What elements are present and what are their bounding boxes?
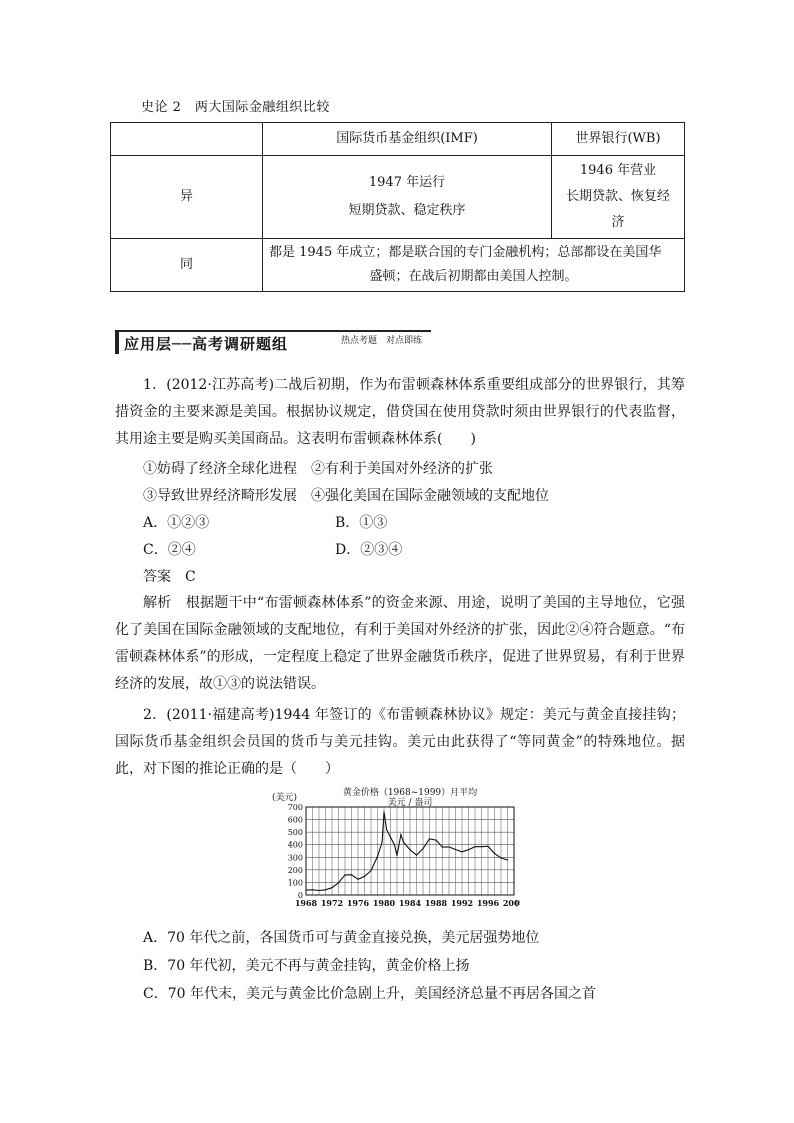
question-1-stem: 1．(2012·江苏高考)二战后初期，作为布雷顿森林体系重要组成部分的世界银行，其筹措资金的主要来源是美国。根据协议规定，借贷国在使用贷款时须由世界银行的代表监督，其用途主要是购买美国商品。这表明布雷顿森林体系( ) bbox=[115, 377, 685, 447]
y-tick-label: 500 bbox=[287, 828, 303, 838]
data-point bbox=[442, 847, 443, 848]
data-point bbox=[429, 838, 430, 839]
option-a: A．①②③ bbox=[143, 515, 210, 531]
analysis: 解析 根据题干中“布雷顿森林体系”的资金来源、用途，说明了美国的主导地位，它强化了美国在国际金融领域的支配地位，有利于美国对外经济的扩张，因此②④符合题意。“布雷顿森林体系”的形成，一定程度上稳定了世界金融货币秩序，促进了世界贸易，有利于世界经济的发展，故①③的说法错误。 bbox=[115, 595, 685, 692]
option-c: C．70 年代末，美元与黄金比价急剧上升，美国经济总量不再居各国之首 bbox=[143, 986, 596, 1002]
question-1-item: ③导致世界经济畸形发展 ④强化美国在国际金融领域的支配地位 bbox=[143, 488, 549, 504]
cell-line: 济 bbox=[611, 215, 625, 230]
x-axis-label: ( bbox=[515, 899, 519, 908]
gold-price-line bbox=[306, 812, 508, 891]
table-row bbox=[111, 156, 685, 239]
section-banner bbox=[115, 330, 431, 354]
data-point bbox=[325, 889, 326, 890]
table-header-cell: 世界银行(WB) bbox=[552, 123, 685, 156]
data-point bbox=[386, 829, 387, 830]
x-tick-label: 200 bbox=[502, 898, 520, 908]
x-tick-label: 1984 bbox=[398, 898, 422, 908]
data-point bbox=[394, 844, 395, 845]
option-c: C．②④ bbox=[143, 542, 196, 558]
x-tick-label: 1980 bbox=[372, 898, 396, 908]
data-point bbox=[481, 846, 482, 847]
data-point bbox=[338, 882, 339, 883]
data-point bbox=[416, 855, 417, 856]
data-point bbox=[312, 889, 313, 890]
x-tick-label: 1988 bbox=[424, 898, 448, 908]
x-tick-label: 1972 bbox=[320, 898, 344, 908]
cell-line: 都是 1945 年成立；都是联合国的专门金融机构；总部都设在美国华 bbox=[269, 245, 662, 260]
data-point bbox=[507, 859, 508, 860]
gold-price-chart bbox=[270, 787, 520, 917]
data-point bbox=[390, 837, 391, 838]
table-header-row bbox=[111, 123, 685, 156]
common-cell bbox=[263, 239, 685, 292]
data-point bbox=[468, 849, 469, 850]
answer: 答案 C bbox=[143, 569, 196, 585]
cell-line: 长期贷款、恢复经 bbox=[565, 189, 670, 204]
option-a: A．70 年代之前，各国货币可与黄金直接兑换，美元居强势地位 bbox=[143, 930, 540, 946]
chart-svg bbox=[270, 787, 520, 917]
banner-rule bbox=[115, 330, 431, 332]
data-point bbox=[370, 870, 371, 871]
question-2-stem: 2．(2011·福建高考)1944 年签订的《布雷顿森林协议》规定：美元与黄金直接挂钩；国际货币基金组织会员国的货币与美元挂钩。美元由此获得了“等同黄金”的特殊地位。据此，对下图的推论正确的是（ ） bbox=[115, 707, 685, 777]
cell-line: 盛顿；在战后初期都由美国人控制。 bbox=[369, 269, 578, 284]
section-title: 史论 2 两大国际金融组织比较 bbox=[141, 100, 330, 115]
y-tick-label: 700 bbox=[287, 803, 303, 812]
row-label: 同 bbox=[111, 239, 263, 292]
data-point bbox=[357, 879, 358, 880]
cell-line: 短期贷款、稳定秩序 bbox=[348, 203, 466, 218]
table-header-cell: 国际货币基金组织(IMF) bbox=[263, 123, 552, 156]
data-point bbox=[487, 846, 488, 847]
y-tick-label: 400 bbox=[287, 840, 303, 850]
y-tick-label: 0 bbox=[297, 891, 303, 900]
data-point bbox=[461, 851, 462, 852]
data-point bbox=[383, 811, 384, 812]
banner-title: 应用层──高考调研题组 bbox=[124, 335, 289, 353]
data-point bbox=[396, 855, 397, 856]
data-point bbox=[422, 848, 423, 849]
cell-line: 1946 年营业 bbox=[579, 163, 657, 178]
option-b: B．①③ bbox=[335, 515, 388, 531]
data-point bbox=[435, 839, 436, 840]
option-d: D．②③④ bbox=[335, 542, 403, 558]
data-point bbox=[351, 874, 352, 875]
imf-cell bbox=[263, 156, 552, 239]
row-label: 异 bbox=[111, 156, 263, 239]
cell-line: 1947 年运行 bbox=[368, 175, 446, 190]
y-axis-label: (美元) bbox=[272, 793, 298, 803]
y-tick-label: 200 bbox=[287, 865, 303, 875]
y-tick-label: 100 bbox=[287, 878, 303, 888]
y-tick-label: 300 bbox=[287, 853, 303, 863]
table-row bbox=[111, 239, 685, 292]
wb-cell bbox=[552, 156, 685, 239]
y-tick-label: 600 bbox=[287, 815, 303, 825]
data-point bbox=[305, 889, 306, 890]
x-tick-label: 1976 bbox=[346, 898, 370, 908]
question-1-item: ①妨碍了经济全球化进程 ②有利于美国对外经济的扩张 bbox=[143, 461, 493, 477]
x-tick-label: 1968 bbox=[294, 898, 318, 908]
data-point bbox=[500, 857, 501, 858]
data-point bbox=[474, 846, 475, 847]
data-point bbox=[448, 846, 449, 847]
data-point bbox=[381, 842, 382, 843]
data-point bbox=[455, 849, 456, 850]
data-point bbox=[494, 853, 495, 854]
data-point bbox=[403, 842, 404, 843]
comparison-table bbox=[110, 122, 685, 292]
data-point bbox=[331, 887, 332, 888]
banner-subtitle: 热点考题 对点即练 bbox=[341, 336, 423, 346]
chart-subtitle: 美元 / 盎司 bbox=[387, 798, 433, 808]
data-point bbox=[364, 876, 365, 877]
data-point bbox=[377, 856, 378, 857]
data-point bbox=[409, 849, 410, 850]
x-tick-label: 1996 bbox=[476, 898, 500, 908]
data-point bbox=[318, 890, 319, 891]
banner-bar bbox=[115, 330, 119, 354]
chart-title: 黄金价格（1968~1999）月平均 bbox=[342, 788, 478, 798]
data-point bbox=[400, 834, 401, 835]
option-b: B．70 年代初，美元不再与黄金挂钩，黄金价格上扬 bbox=[143, 958, 470, 974]
x-tick-label: 1992 bbox=[450, 898, 474, 908]
table-header-cell bbox=[111, 123, 263, 156]
data-point bbox=[344, 874, 345, 875]
